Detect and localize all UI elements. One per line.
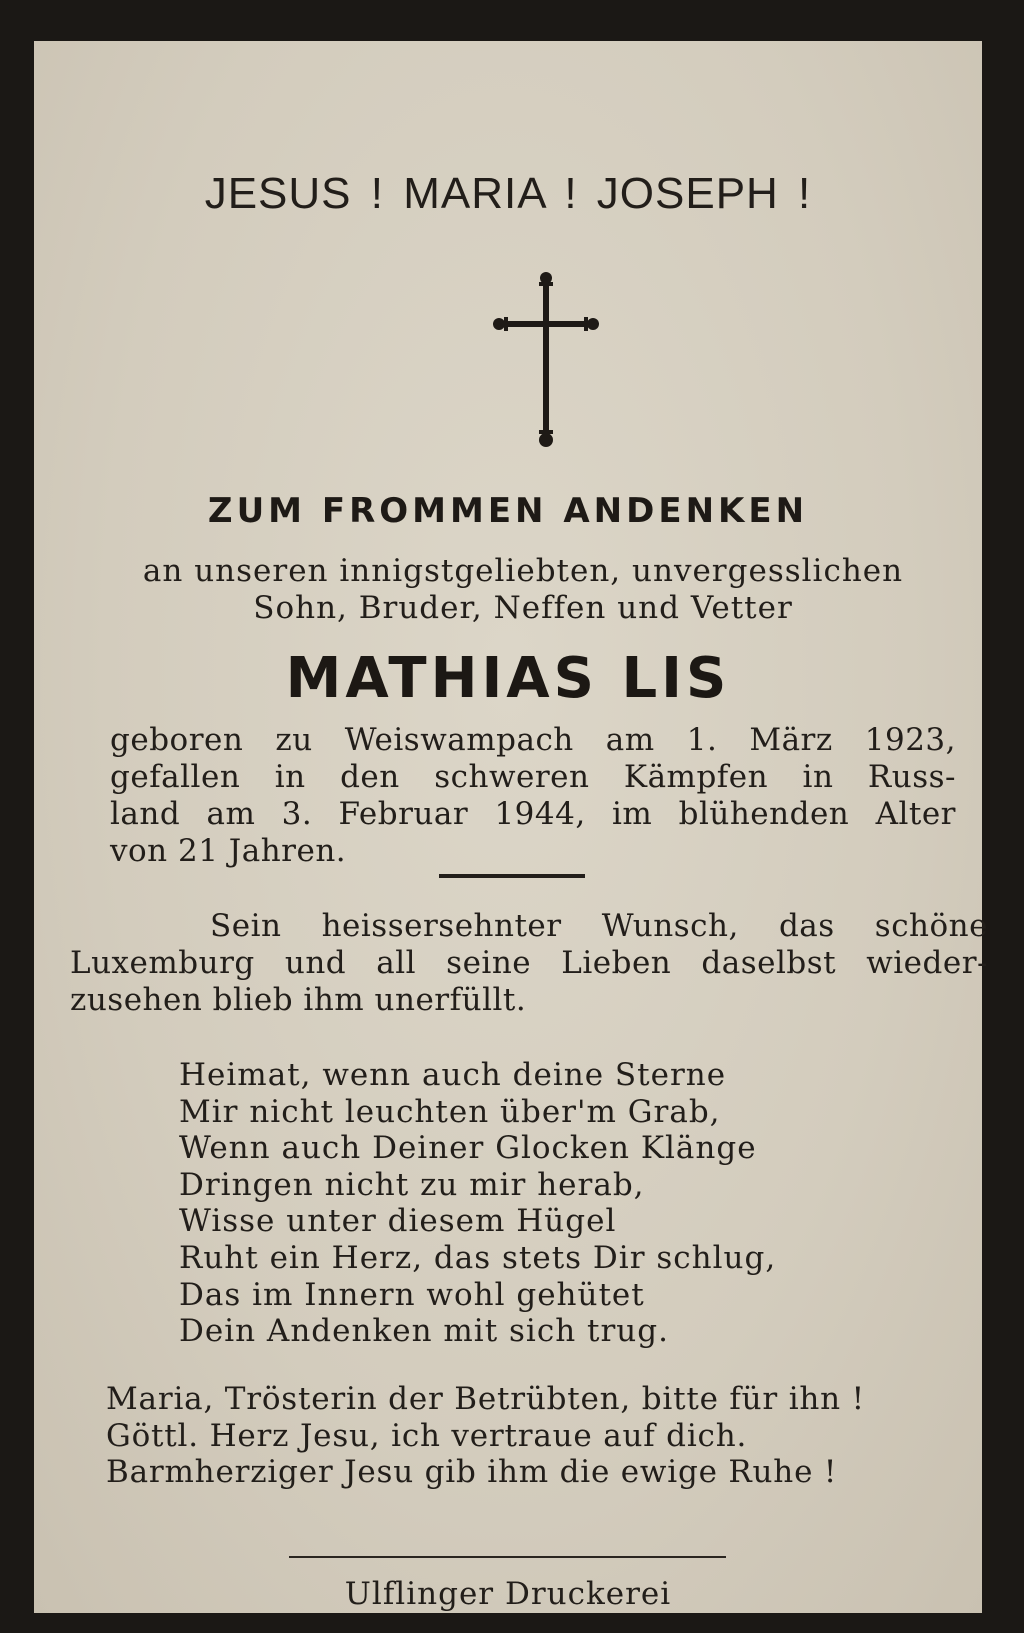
section-divider — [439, 874, 585, 878]
poem-line: Heimat, wenn auch deine Sterne — [179, 1057, 727, 1093]
prayer-line: Barmherziger Jesu gib ihm die ewige Ruhe ! — [106, 1454, 838, 1490]
poem-line: Dein Andenken mit sich trug. — [179, 1313, 669, 1350]
card-title: ZUM FROMMEN ANDENKEN — [207, 491, 809, 531]
biography-paragraph — [110, 722, 956, 870]
poem-stanza — [179, 1057, 879, 1350]
wish-line: zusehen blieb ihm unerfüllt. — [70, 982, 527, 1018]
prayer-line: Maria, Trösterin der Betrübten, bitte für ihn ! — [106, 1381, 865, 1417]
biography-line: gefallen in den schweren Kämpfen in Russ- — [110, 759, 956, 795]
wish-line: Luxemburg und all seine Lieben daselbst wieder- — [70, 945, 988, 981]
invocation-header: JESUS ! MARIA ! JOSEPH ! — [204, 169, 812, 218]
deceased-name: MATHIAS LIS — [285, 646, 731, 711]
poem-line: Wenn auch Deiner Glocken Klänge — [179, 1130, 757, 1167]
poem-line: Ruht ein Herz, das stets Dir schlug, — [179, 1239, 777, 1276]
biography-line: von 21 Jahren. — [110, 833, 347, 869]
cross-icon — [492, 268, 600, 452]
prayer-line: Göttl. Herz Jesu, ich vertraue auf dich. — [106, 1417, 748, 1454]
printer-imprint: Ulflinger Druckerei — [344, 1576, 672, 1612]
intro-line-2: Sohn, Bruder, Neffen und Vetter — [253, 590, 793, 626]
footer-divider — [289, 1556, 726, 1558]
poem-line: Das im Innern wohl gehütet — [179, 1276, 645, 1313]
wish-line: Sein heissersehnter Wunsch, das schöne — [210, 908, 988, 944]
poem-line: Dringen nicht zu mir herab, — [179, 1166, 645, 1203]
memorial-card — [34, 41, 988, 1613]
biography-line: land am 3. Februar 1944, im blühenden Alter — [110, 796, 956, 832]
prayers-block — [106, 1381, 956, 1491]
biography-line: geboren zu Weiswampach am 1. März 1923, — [110, 722, 956, 758]
wish-paragraph — [70, 908, 988, 1019]
poem-line: Wisse unter diesem Hügel — [179, 1203, 617, 1240]
poem-line: Mir nicht leuchten über'm Grab, — [179, 1093, 721, 1130]
intro-line-1: an unseren innigstgeliebten, unvergesslichen — [142, 553, 904, 589]
